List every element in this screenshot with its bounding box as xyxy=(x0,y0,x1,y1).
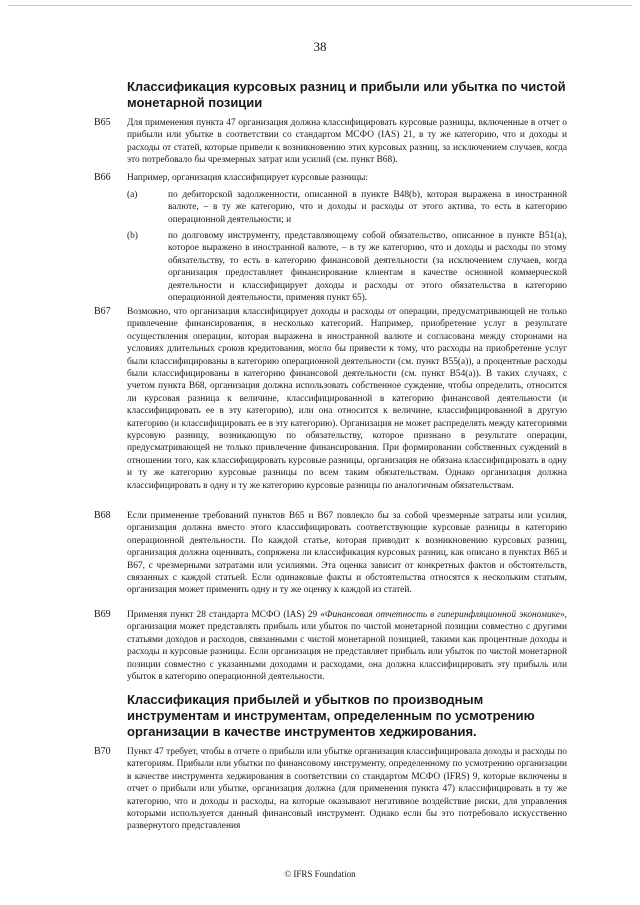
b69-standard-title: Финансовая отчетность в гиперинфляционной экономике xyxy=(324,610,560,620)
paragraph-label-b66: B66 xyxy=(94,172,111,183)
page-number: 38 xyxy=(313,39,327,54)
paragraph-label-b67: B67 xyxy=(94,306,111,317)
b69-text-end: », организация может представлять прибыль или убыток по чистой монетарной позиции совместно с другими статьями доходов и расходов, связанными с чистой монетарной позицией, такими как процентные доходы и расходы и курсовые разницы. Если организация не представляет прибыль или убыток по чистой монетарной позиции совместно с указанными доходами и расходами, она должна классифицировать эту прибыль или убыток в категорию операционной деятельности. xyxy=(127,610,568,683)
paragraph-label-b68: B68 xyxy=(94,510,111,521)
section-heading-fx-classification: Классификация курсовых разниц и прибыли или убытка по чистой монетарной позиции xyxy=(127,79,566,110)
footer-copyright: © IFRS Foundation xyxy=(284,869,356,879)
paragraph-b65: Для применения пункта 47 организация должна классифицировать курсовые разницы, включенные в отчет о прибыли или убытке в соответствии со стандартом МСФО (IAS) 21, в ту же категорию, что и доходы и расходы от статей, которые привели к возникновению этих курсовых разниц, за исключением случаев, когда это потребовало бы чрезмерных затрат или усилий (см. пункт B68). xyxy=(127,118,567,166)
list-item-label-b: (b) xyxy=(127,231,138,241)
paragraph-b67: Возможно, что организация классифицирует доходы и расходы от операции, предусматривающей не только привлечение финансирования, в несколько категорий. Например, приобретение услуг в результате осуществления операции, которая выражена в иностранной валюте и согласована между сторонами на условиях длительных сроков кредитования, могло бы привести к тому, что расходы на приобретение услуг были классифицированы в категорию операционной деятельности (см. пункт B55(a)), а процентные расходы были классифицированы в категорию финансовой деятельности (см. пункт B54(a)). В таких случаях, с учетом пункта B68, организация должна использовать собственное суждение, чтобы определить, относится ли курсовая разница к величине, классифицированной в категорию финансовой деятельности (и классифицировать ее в эту категорию), или она относится к величине, классифицированной в другую категорию (и классифицировать ее в эту категорию). Организация не может распределять между категориями курсовую разницу, возникающую по обязательству, которое признано в результате операции, предусматривающей не только привлечение финансирования. При формировании собственных суждений в отношении того, как классифицировать курсовые разницы, организация не обязана классифицировать в одну и ту же категорию курсовые разницы по всем таким обязательствам. Однако организация должна классифицировать в одну и ту же категорию курсовые разницы по аналогичным обязательствам. xyxy=(127,307,567,491)
paragraph-b68: Если применение требований пунктов B65 и B67 повлекло бы за собой чрезмерные затраты или усилия, организация должна вместо этого классифицировать соответствующие курсовые разницы в категорию операционной деятельности. По каждой статье, которая приводит к возникновению курсовых разниц, организация должна оценивать, сопряжена ли классификация курсовых разниц, как описано в пунктах B65 и B67, с чрезмерными затратами или усилиями. Эта оценка зависит от конкретных фактов и обстоятельств, связанных с каждой статьей. Если одинаковые факты и обстоятельства относятся к нескольким статьям, организация может применять одну и ту же оценку к каждой из статей. xyxy=(127,511,567,596)
section-heading-derivatives: Классификация прибылей и убытков по производным инструментам и инструментам, определенным по усмотрению организации в качестве инструментов хеджирования. xyxy=(127,692,535,739)
list-item-a: по дебиторской задолженности, описанной в пункте B48(b), которая выражена в иностранной валюте, – в ту же категорию, что и доходы и расходы от этого актива, то есть в категорию операционной деятельности; и xyxy=(168,190,567,225)
list-item-b: по долговому инструменту, представляющему собой обязательство, описанное в пункте B51(a), которое выражено в иностранной валюте, – в ту же категорию, что и доходы и расходы по этому обязательству, то есть в категорию финансовой деятельности (за исключением случаев, когда организация предоставляет финансирование клиентам в качестве основной коммерческой деятельности и классифицирует доходы и расходы от этого обязательства в категорию операционной деятельности, применяя пункт 65). xyxy=(168,231,567,304)
paragraph-label-b69: B69 xyxy=(94,609,111,620)
list-item-label-a: (a) xyxy=(127,190,138,200)
top-rule xyxy=(8,5,632,6)
paragraph-b66: Например, организация классифицирует курсовые разницы: xyxy=(127,173,368,183)
paragraph-label-b70: B70 xyxy=(94,746,111,757)
paragraph-b69 xyxy=(127,609,567,683)
paragraph-label-b65: B65 xyxy=(94,117,111,128)
b69-text-start: Применяя пункт 28 стандарта МСФО (IAS) 29 « xyxy=(127,610,325,620)
paragraph-b70: Пункт 47 требует, чтобы в отчете о прибыли или убытке организация классифицировала доходы и расходы по категориям. Прибыли или убытки по финансовому инструменту, определенному по усмотрению организации в качестве инструмента хеджирования в соответствии со стандартом МСФО (IFRS) 9, которые включены в отчет о прибыли или убытке, организация должна (для применения пункта 47) классифицировать в ту же категорию, что и доходы и расходы, на которые оказывают негативное воздействие риски, для управления которыми используется данный финансовый инструмент. Однако если бы это потребовало искусственно развернутого представления xyxy=(127,747,567,832)
